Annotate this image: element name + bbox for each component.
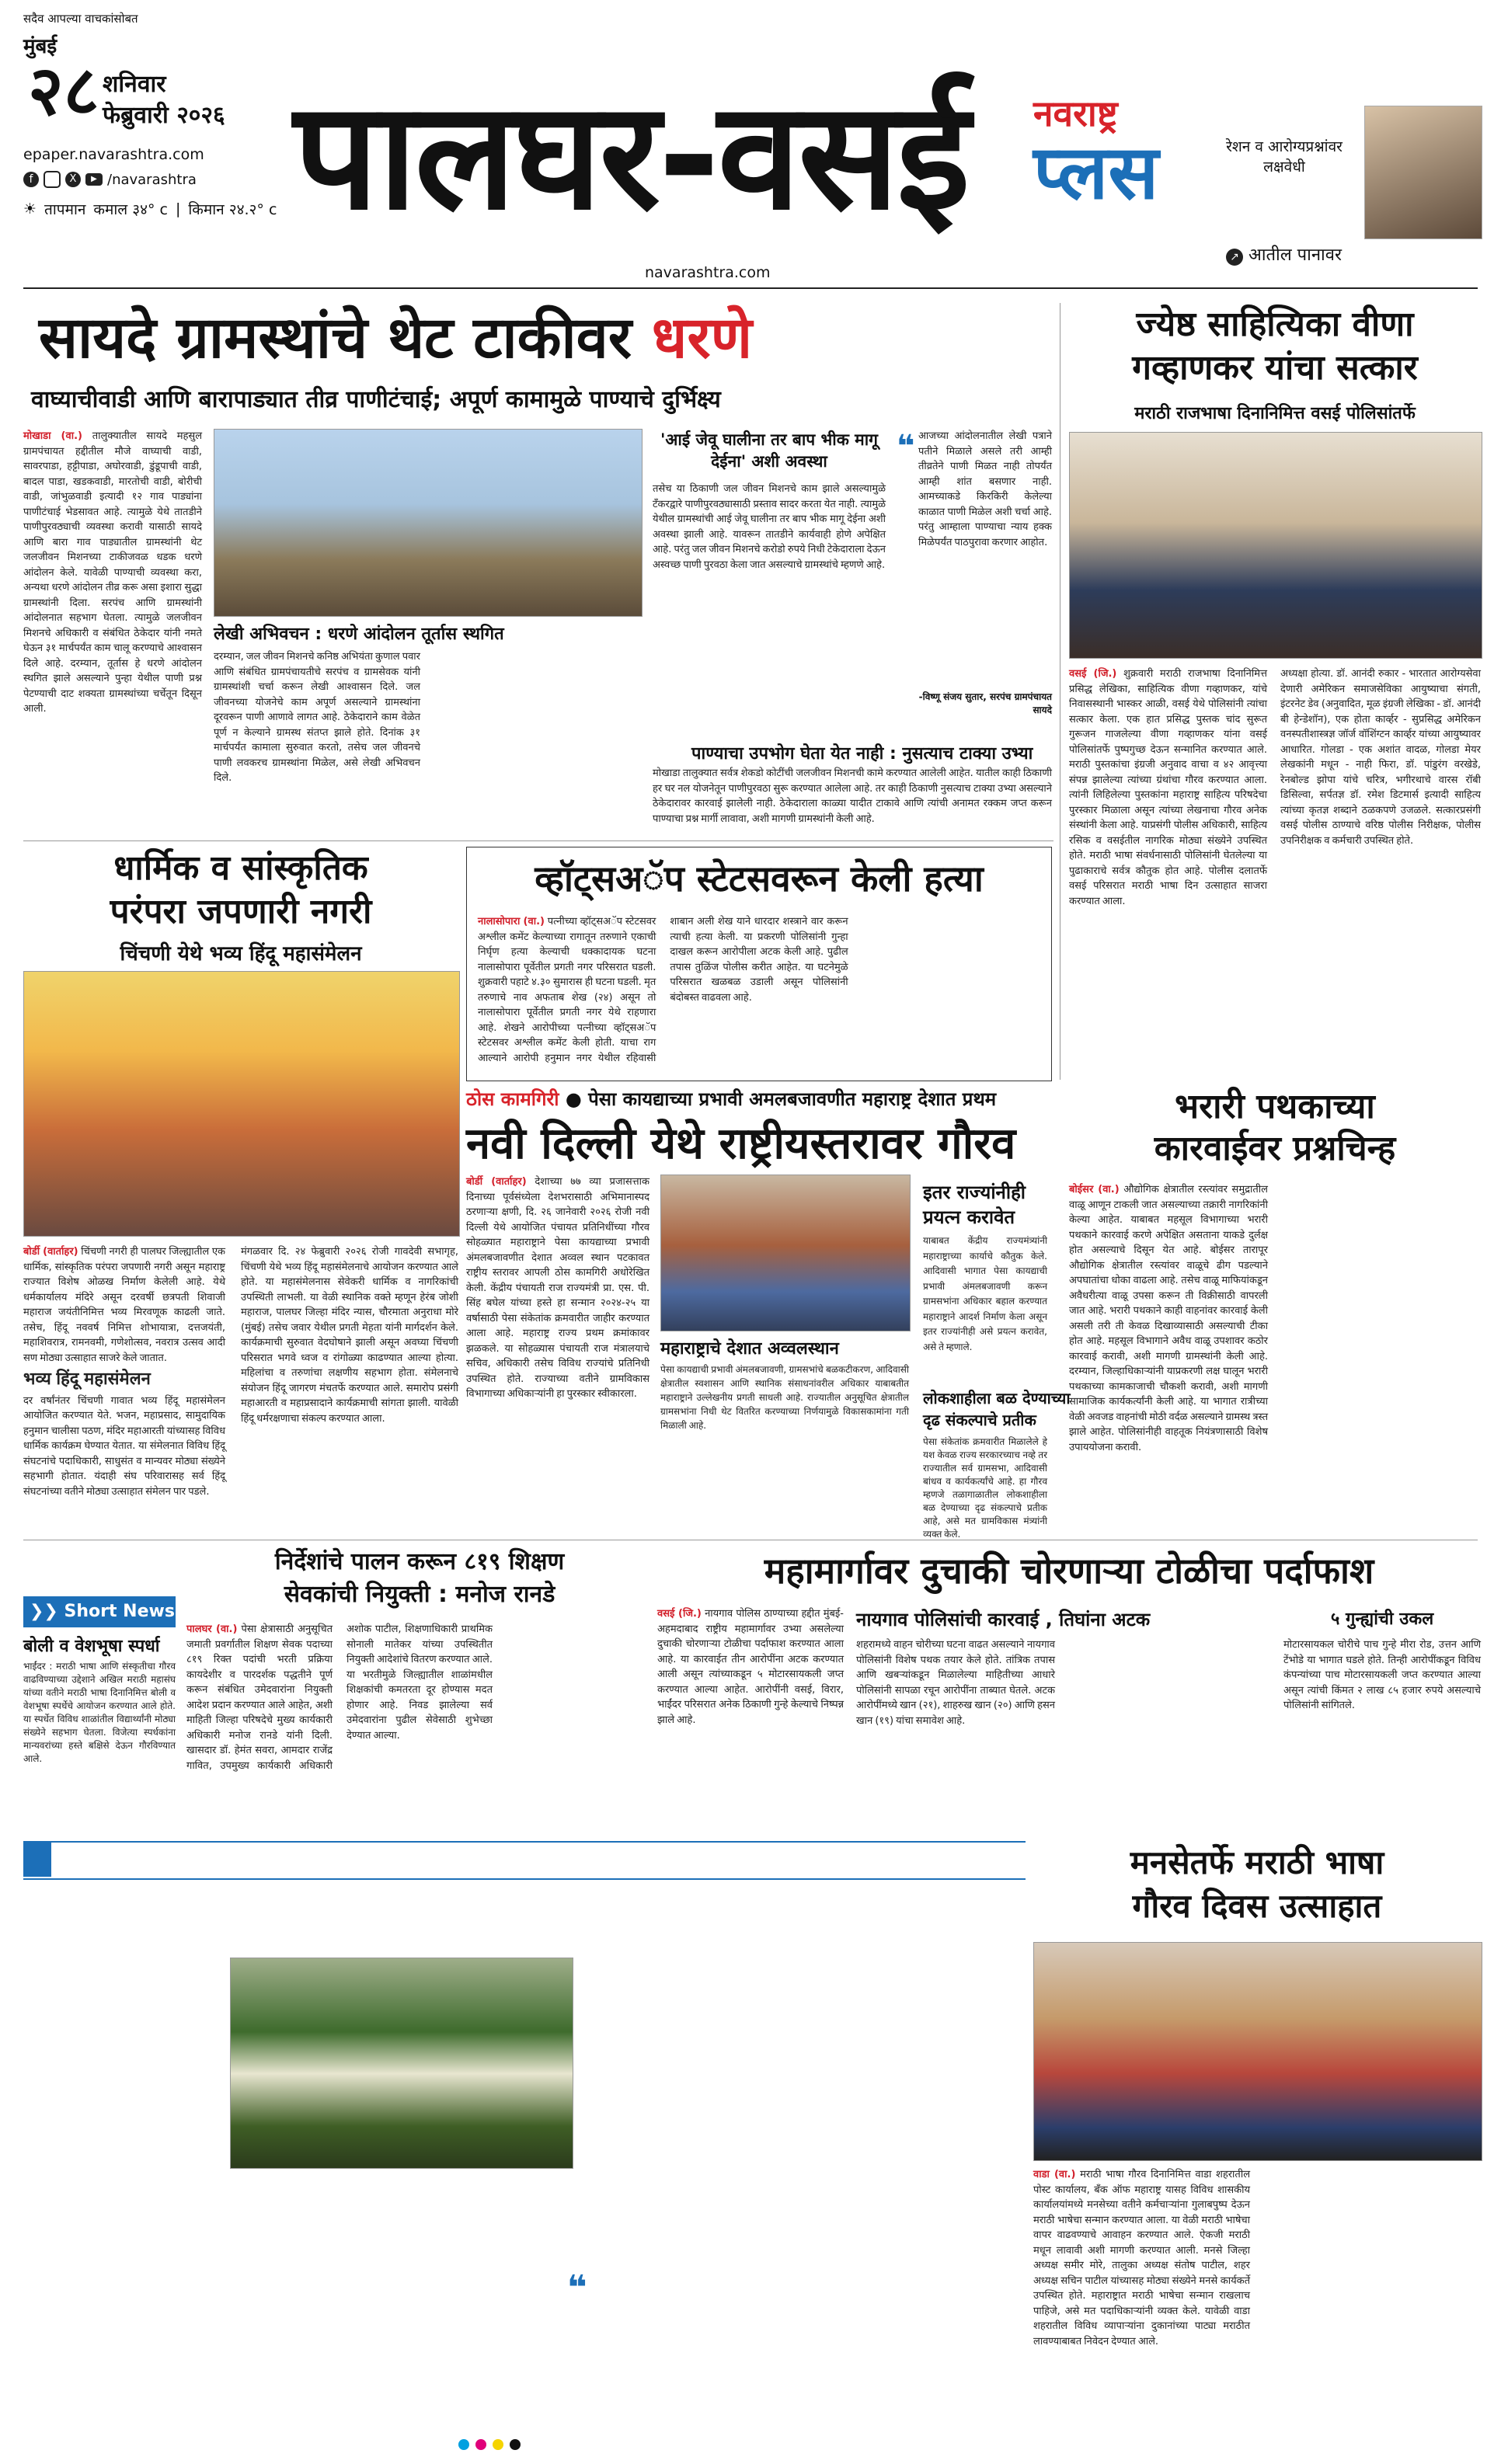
story-boisar	[1069, 1086, 1481, 1537]
body-col2: दरम्यान, जल जीवन मिशनचे कनिष्ठ अभियंता कुणाल पवार आणि संबंधित ग्रामपंचायतीचे सरपंच व ग्रामसेवक यांनी ग्रामस्थांशी चर्चा करून लेखी आश्वासन दिले. जल जीवनच्या योजनेचे काम अपूर्ण असल्याने ग्रामस्थांना दूरवरून पाणी आणावे लागत आहे. ठेकेदाराने काम वेळेत पूर्ण न केल्याने ग्रामस्थ संतप्त झाले होते. दिनांक ३१ मार्चपर्यंत कामाला सुरुवात करतो, तसेच जल जीवनचे पाणी लवकरच ग्रामस्थांना मिळेल, असे लेखी अभिवचन दिले.	[214, 651, 420, 784]
facebook-icon[interactable]: f	[23, 172, 39, 187]
city: मुंबई	[23, 35, 57, 58]
masthead	[0, 0, 1501, 287]
body: वसई (जि.) नायगाव पोलिस ठाण्याच्या हद्दीत मुंबई-अहमदाबाद राष्ट्रीय महामार्गावर उभ्या असलेल्या दुचाकी चोरणाऱ्या टोळीचा पर्दाफाश करण्यात आला आहे. या कारवाईत तीन आरोपींना अटक करण्यात आली असून त्यांच्याकडून ५ मोटारसायकली जप्त करण्यात आल्या आहेत. आरोपींनी वसई, विरार, भाईंदर परिसरात अनेक ठिकाणी गुन्हे केल्याचे निष्पन्न झाले आहे.	[657, 1608, 844, 1726]
paper-title: पालघर-वसई	[294, 70, 968, 243]
body-col1: मोखाडा (वा.) तालुक्यातील सायदे महसुल ग्रामपंचायत हद्दीतील मौजे वाघ्याची वाडी, सावरपाडा, हट्टीपाडा, अघोरवाडी, डुंडूपाची वाडी, बादल पाडा, खडकवाडी, मारतोची वाडी, बोरीची वाडी, जांभुळवाडी इत्यादी १२ गाव पाड्यांना पाणीटंचाई भेडसावत आहे. त्यामुळे येथे तातडीने पाणीपुरवठ्याची व्यवस्था करावी यासाठी सायदे आणि बारा गाव पाड्यातील ग्रामस्थांनी थेट जलजीवन मिशनच्या टाकीजवळ धडक धरणे आंदोलन केले. यावेळी पाण्याची व्यवस्था करा, अन्यथा धरणे आंदोलन तीव्र करू असा इशारा सुद्धा ग्रामस्थांनी दिला. सरपंच आणि ग्रामस्थांनी आंदोलनात सहभाग घेतला. त्यामुळे जलजीवन मिशनचे अधिकारी व संबंधित ठेकेदार यांनी नमते घेऊन ३१ मार्चपर्यंत काम चालू करण्याचे आश्वासन दिले आहे. दरम्यान, तूर्तास हे धरणे आंदोलन स्थगित झाले असल्याने पुन्हा येथील पाणी प्रश्न पेटण्याची दाट शक्यता ग्रामस्थांच्या चर्चेतून दिसून आली.	[23, 430, 203, 715]
subhead: मराठी राजभाषा दिनानिमित्त वसई पोलिसांतर्फे	[1134, 404, 1416, 423]
body-col1: बोर्डी (वार्ताहर) देशाच्या ७७ व्या प्रजासत्ताक दिनाच्या पूर्वसंध्येला देशभरासाठी अभिमानास्पद ठरणाऱ्या क्षणी, दि. २६ जानेवारी २०२६ रोजी नवी दिल्ली येथे आयोजित पंचायत प्रतिनिधींच्या गौरव सोहळ्यात महाराष्ट्राने पेसा कायद्याच्या प्रभावी अंमलबजावणीत देशात अव्वल स्थान पटकावत राष्ट्रीय स्तरावर आपली ठोस कामगिरी अधोरेखित केली. केंद्रीय पंचायती राज राज्यमंत्री प्रा. एस. पी. सिंह बघेल यांच्या हस्ते हा सन्मान २०२४-२५ या वर्षासाठी पेसा संकेतांक क्रमवारीत जाहीर करण्यात आला आहे. महाराष्ट्र राज्य प्रथम क्रमांकावर झळकले. या सोहळ्यास पंचायती राज मंत्रालयाचे सचिव, अधिकारी तसेच विविध राज्यांचे प्रतिनिधी उपस्थित होते. राज्याच्या वतीने ग्रामविकास विभागाच्या अधिकाऱ्यांनी हा पुरस्कार स्वीकारला.	[466, 1176, 650, 1400]
side-title-1: इतर राज्यांनीही	[923, 1182, 1026, 1203]
water-box-title: पाण्याचा उपभोग घेता येत नाही : नुसत्याच टाक्या उभ्या	[691, 744, 1033, 764]
youtube-icon[interactable]: ▶	[85, 173, 103, 186]
headline: महामार्गावर दुचाकी चोरणाऱ्या टोळीचा पर्दाफाश	[764, 1550, 1374, 1592]
promo-photo	[1364, 106, 1482, 239]
promo-text: रेशन व आरोग्यप्रश्नांवर लक्षवेधी	[1226, 138, 1343, 176]
side3-title-2: दृढ संकल्पाचे प्रतीक	[923, 1411, 1036, 1429]
col2-body	[586, 1981, 819, 2097]
sarpanch-quote: आजच्या आंदोलनातील लेखी पत्राने पतीने मिळाले असले तरी आम्ही तीव्रतेने पाणी मिळत नाही तोपर्यंत आम्ही शांत बसणार नाही. आमच्याकडे किरकिरी केलेल्या काळात पाणी मिळेल अशी चर्चा आहे. परंतु आम्हाला पाण्याचा न्याय हक्क मिळेपर्यंत पाठपुरावा करणार आहोत.	[918, 430, 1052, 548]
headline: नवी दिल्ली येथे राष्ट्रीयस्तरावर गौरव	[466, 1119, 1016, 1169]
instagram-icon[interactable]	[44, 171, 61, 188]
headline-highlight: धरणे	[651, 305, 753, 371]
headline-2: सेवकांची नियुक्ती : मनोज रानडे	[284, 1581, 555, 1608]
story-veena	[1069, 303, 1481, 1080]
brand-bottom: प्लस	[1033, 129, 1159, 216]
weather-icon: ☀	[23, 200, 37, 218]
temp-max: कमाल ३४° c	[93, 201, 168, 218]
weather-label: तापमान	[44, 201, 86, 218]
headline-2: परंपरा जपणारी नगरी	[110, 892, 372, 931]
divider	[23, 840, 1053, 841]
headline-2: कारवाईवर प्रश्नचिन्ह	[1154, 1129, 1396, 1168]
story-gaurav	[466, 1086, 1165, 1540]
story-kosbad	[23, 1841, 1026, 2431]
manse-photo	[1033, 1942, 1482, 2161]
headline-1: मनसेतर्फे मराठी भाषा	[1130, 1843, 1384, 1881]
side-title: नायगाव पोलिसांची कारवाई , तिघांना अटक	[856, 1609, 1151, 1630]
social-handle[interactable]: /navarashtra	[107, 171, 197, 188]
headline: सायदे ग्रामस्थांचे थेट टाकीवर	[39, 305, 632, 371]
short-news-label: ❯❯ Short News	[23, 1596, 176, 1627]
registration-marks	[458, 2439, 521, 2450]
side-body: याबाबत केंद्रीय राज्यमंत्र्यांनी महाराष्ट्राच्या कार्याचे कौतुक केले. आदिवासी भागात पेसा कायद्याची प्रभावी अंमलबजावणी करून ग्रामसभांना अधिकार बहाल करण्यात महाराष्ट्राने आदर्श निर्माण केला असून इतर राज्यांनीही असे प्रयत्न करावेत, असे ते म्हणाले.	[923, 1235, 1047, 1352]
body: नालासोपारा (वा.) पत्नीच्या व्हॉट्सअॅप स्टेटसवर अश्लील कमेंट केल्याच्या रागातून तरुणाने एकाची निर्घृण हत्या केल्याची धक्कादायक घटना नालासोपारा पूर्वेतील प्रगती नगर परिसरात घडली. शुक्रवारी पहाटे ४.३० सुमारास ही घटना घडली. मृत तरुणाचे नाव अफताब शेख (२४) असून तो नालासोपारा पूर्वेतील प्रगती नगर येथे राहणारा आहे. शेखने आरोपीच्या पत्नीच्या व्हॉट्सअॅप स्टेटसवर अश्लील कमेंट केली होती. याचा राग आल्याने आरोपी हनुमान नगर येथील रहिवासी शाबान अली शेख याने धारदार शस्त्राने वार करून त्याची हत्या केली. या प्रकरणी पोलिसांनी गुन्हा दाखल करून आरोपीला अटक केली आहे. पुढील तपास तुळिंज पोलीस करीत आहेत. या घटनेमुळे परिसरात खळबळ उडाली असून पोलिसांनी बंदोबस्त वाढवला आहे.	[478, 916, 848, 1064]
side2-title: महाराष्ट्राचे देशात अव्वलस्थान	[660, 1339, 839, 1359]
weather: ☀ तापमान कमाल ३४° c | किमान २४.२° c	[23, 200, 277, 218]
tag	[23, 1841, 51, 1877]
protest-photo	[214, 429, 643, 617]
slogan: सदैव आपल्या वाचकांसोबत	[23, 12, 138, 26]
quote-icon: ❝	[567, 2268, 587, 2308]
headline-1: ज्येष्ठ साहित्यिका वीणा	[1136, 305, 1414, 344]
flower-field-photo	[230, 1958, 573, 2169]
temp-min: किमान २४.२° c	[188, 201, 277, 218]
body-col3: तसेच या ठिकाणी जल जीवन मिशनचे काम झाले असल्यामुळे टँकरद्वारे पाणीपुरवठ्यासाठी प्रस्ताव सादर करता येत नाही. त्यामुळे येथील ग्रामस्थांची आई जेवू घालीना तर बाप भीक मागू देईना अशी अवस्था झाली आहे. यावरून तातडीने कार्यवाही होणे अपेक्षित आहे. परंतु जल जीवन मिशनचे करोडो रुपये निधी टेकेदाराला देऊन अस्वच्छ पाणी पुरवठा केला जात असल्याचे ग्रामस्थांचे म्हणणे आहे.	[653, 483, 886, 571]
col3-body	[831, 1984, 1026, 2256]
headline-2: गव्हाणकर यांचा सत्कार	[1132, 348, 1418, 388]
masthead-divider	[23, 287, 1478, 289]
quote	[598, 2267, 1026, 2332]
body-col1: वसई (जि.) शुक्रवारी मराठी राजभाषा दिनानिमित्त प्रसिद्ध लेखिका, साहित्यिक वीणा गव्हाणकर, यांचे निवासस्थानी भास्कर आळी, वसई येथे पोलिसांनी त्यांचा सत्कार केला. एक हात प्रसिद्ध पुस्तक चांद सुरूत गुरूजन गाजलेल्या वीणा गव्हाणकर यांना वसई पोलिसांतर्फे पुष्पगुच्छ देऊन सन्मानित करण्यात आले. मराठी पुस्तकांचा इंग्रजी अनुवाद वाचा व ४२ आवृत्त्या संपन्न झालेल्या त्यांच्या ग्रंथांचा गौरव करण्यात आला. त्यांनी लिहिलेल्या पुस्तकांना महाराष्ट्र साहित्य परिषदेचा पुरस्कार मिळाला असून त्यांच्या लेखनाचा गौरव अनेक संस्थांनी केला आहे. याप्रसंगी पोलीस अधिकारी, साहित्य रसिक व वसईतील नागरिक मोठ्या संख्येने उपस्थित होते. मराठी भाषा संवर्धनासाठी पोलिसांनी घेतलेल्या या पुढाकाराचे सर्वत्र कौतुक होत आहे. पोलीस दलातर्फे वसई परिसरात मराठी भाषा दिन उत्साहात साजरा करण्यात आला.	[1069, 668, 1268, 907]
headline-1: धार्मिक व सांस्कृतिक	[113, 848, 368, 888]
subhead: चिंचणी येथे भव्य हिंदू महासंमेलन	[120, 942, 362, 966]
epaper-link[interactable]: epaper.navarashtra.com	[23, 146, 204, 163]
date-day: २८	[28, 50, 99, 131]
headline-2: गौरव दिवस उत्साहात	[1132, 1887, 1382, 1925]
month-year: फेब्रुवारी २०२६	[103, 102, 225, 129]
subhead: वाघ्याचीवाडी आणि बारापाड्यात तीव्र पाणीटंचाई; अपूर्ण कामामुळे पाण्याचे दुर्भिक्ष्य	[31, 386, 721, 413]
award-photo	[660, 1175, 911, 1331]
headline-1: भरारी पथकाच्या	[1175, 1087, 1375, 1126]
body: पालघर (वा.) पेसा क्षेत्रासाठी अनुसूचित जमाती प्रवर्गातील शिक्षण सेवक पदाच्या ८१९ रिक्त पदांची भरती प्रक्रिया कायदेशीर व पारदर्शक पद्धतीने पूर्ण करून संबंधित उमेदवारांना नियुक्ती आदेश प्रदान करण्यात आले आहेत, अशी माहिती जिल्हा परिषदेचे मुख्य कार्यकारी अधिकारी मनोज रानडे यांनी दिली. खासदार डॉ. हेमंत सवरा, आमदार राजेंद्र गावित, उपमुख्य कार्यकारी अधिकारी अशोक पाटील, शिक्षणाधिकारी प्राथमिक सोनाली मातेकर यांच्या उपस्थितीत नियुक्ती आदेशांचे वितरण करण्यात आले. या भरतीमुळे जिल्ह्यातील शाळांमधील शिक्षकांची कमतरता दूर होण्यास मदत होणार आहे. निवड झालेल्या सर्व उमेदवारांना पुढील सेवेसाठी शुभेच्छा देण्यात आल्या.	[186, 1624, 493, 1772]
water-box-body: मोखाडा तालुक्यात सर्वत्र शेकडो कोटींची जलजीवन मिशनची कामे करण्यात आलेली आहेत. यातील काही ठिकाणी हर घर नल योजनेतून पाणीपुरवठा सुरू करण्यात आलेला आहे. तर काही ठिकाणी नुसत्याच टाक्या उभ्या असल्याने ठेकेदारावर कारवाई झालेली नाही. ठेकेदाराला काळ्या यादीत टाकावे आणि त्यांची अनामत रक्कम जप्त करून पाण्याचा प्रश्न मार्गी लावावा, अशी मागणी ग्रामस्थांनी केली आहे.	[653, 767, 1052, 825]
chevron-icon: ❯❯	[30, 1602, 64, 1621]
story-sayade	[23, 295, 1053, 839]
tag-bar	[23, 1841, 1026, 1880]
short-news-body: भाईंदर : मराठी भाषा आणि संस्कृतीचा गौरव वाढविण्याच्या उद्देशाने अखिल मराठी महासंघ यांच्या वतीने मराठी भाषा दिनानिमित्त बोली व वेशभूषा स्पर्धेचे आयोजन करण्यात आले होते. या स्पर्धेत विविध शाळांतील विद्यार्थ्यांनी मोठ्या संख्येने सहभाग घेतला. विजेत्या स्पर्धकांना मान्यवरांच्या हस्ते बक्षिसे देऊन गौरविण्यात आले.	[23, 1661, 176, 1764]
kicker-text: पेसा कायद्याच्या प्रभावी अमलबजावणीत महाराष्ट्र देशात प्रथम	[588, 1088, 997, 1110]
side-title-2: प्रयत्न करावेत	[923, 1206, 1015, 1228]
kicker-row: ठोस कामगिरी ● पेसा कायद्याच्या प्रभावी अमलबजावणीत महाराष्ट्र देशात प्रथम	[466, 1088, 997, 1110]
photo-caption: लेखी अभिवचन : धरणे आंदोलन तूर्तास स्थगित	[214, 625, 504, 644]
quote-icon: ❝	[897, 429, 915, 465]
photo-note	[230, 2198, 572, 2292]
social-icons[interactable]	[23, 171, 197, 188]
x-icon[interactable]: X	[65, 172, 81, 187]
arrow-icon: ↗	[1226, 249, 1243, 266]
headline: व्हॉट्सअॅप स्टेटसवरून केली हत्या	[535, 858, 984, 900]
story-chori	[657, 1546, 1481, 1810]
side3-title-1: लोकशाहीला बळ देण्याच्या	[923, 1389, 1071, 1408]
story-chinchani	[23, 847, 458, 1530]
sarpanch-box	[897, 429, 1052, 740]
body: बोईसर (वा.) औद्योगिक क्षेत्रातील रस्त्यांवर समुद्रातील वाळू आणून टाकली जात असल्याच्या तक्रारी नागरिकांनी केल्या आहेत. याबाबत महसूल विभागाच्या भरारी पथकाने कारवाई करणे अपेक्षित असताना याकडे दुर्लक्ष होत असल्याचे दिसून येत आहे. बोईसर तारापूर औद्योगिक क्षेत्रातील रस्त्यांवर वाळूचे ढीग पडल्याने अपघातांचा धोका वाढला आहे. तसेच वाळू माफियांकडून अवैधरीत्या वाळू उपसा करून ती विक्रीसाठी वापरली जात आहे. भरारी पथकाने काही वाहनांवर कारवाई केली असली तरी ती केवळ दिखाव्यासाठी असल्याची टीका होत आहे. महसूल विभागाने अवैध वाळू उपशावर कठोर कारवाई करावी, अशी मागणी ग्रामस्थांनी केली आहे. दरम्यान, जिल्हाधिकाऱ्यांनी याप्रकरणी लक्ष घालून भरारी पथकाच्या कामकाजाची चौकशी करावी, अशी मागणी सामाजिक कार्यकर्त्यांनी केली आहे. या भागात रात्रीच्या वेळी अवजड वाहनांची मोठी वर्दळ असल्याने ग्रामस्थ त्रस्त झाले आहेत. पोलिसांनीही वाहतूक नियंत्रणासाठी विशेष उपाययोजना करावी.	[1069, 1184, 1268, 1453]
story-whatsapp	[466, 847, 1052, 1081]
pull-quote: 'आई जेवू घालीना तर बाप भीक मागू देईना' अशी अवस्था	[660, 430, 878, 471]
felicitation-photo	[1069, 432, 1482, 659]
headline-1: निर्देशांचे पालन करून ८१९ शिक्षण	[274, 1548, 565, 1575]
subhead-2: भव्य हिंदू महासंमेलन	[23, 1369, 151, 1389]
body: वाडा (वा.) मराठी भाषा गौरव दिनानिमित्त वाडा शहरातील पोस्ट कार्यालय, बँक ऑफ महाराष्ट्र यासह विविध शासकीय कार्यालयांमध्ये मनसेच्या वतीने कर्मचाऱ्यांना गुलाबपुष्प देऊन मराठी भाषेचा सन्मान करण्यात आला. या वेळी मराठी भाषेचा वापर वाढवण्याचे आवाहन करण्यात आले. ऐकजी मराठी मधून लावावी अशी मागणी करण्यात आली. मनसे जिल्हा अध्यक्ष समीर मोरे, तालुका अध्यक्ष संतोष पाटील, शहर अध्यक्ष सचिन पाटील यांच्यासह मोठ्या संख्येने मनसे कार्यकर्ते उपस्थित होते. महाराष्ट्रात मराठी भाषेचा सन्मान राखलाच पाहिजे, असे मत पदाधिकाऱ्यांनी व्यक्त केले. यावेळी वाडा शहरातील विविध व्यापाऱ्यांना दुकानांच्या पाट्या मराठीत लावण्याबाबत निवेदन देण्यात आले.	[1033, 2169, 1251, 2347]
body-col1: बोर्डी (वार्ताहर) चिंचणी नगरी ही पालघर जिल्ह्यातील एक धार्मिक, सांस्कृतिक परंपरा जपणारी नगरी असून महाराष्ट्र राज्यात विशेष ओळख निर्माण केलेली आहे. येथे धर्मकार्यालय मंदिरे असून दरवर्षी छत्रपती शिवाजी महाराज जयंतीनिमित्त भव्य मिरवणूक काढली जाते. तसेच, हिंदू नववर्ष निमित्त शोभायात्रा, दत्तजयंती, महाशिवरात्र, रामनवमी, गणेशोत्सव, नवरात्र उत्सव आदी सण मोठ्या उत्साहात साजरे केले जातात. भव्य हिंदू महासंमेलन दर वर्षांनंतर चिंचणी गावात भव्य हिंदू महासंमेलन आयोजित करण्यात येते. भजन, महाप्रसाद, सामुदायिक हनुमान चालीसा पठण, मंदिर महाआरती यांच्यासह विविध धार्मिक कार्यक्रम घेण्यात येतात. या संमेलनात विविध हिंदू संघटनांचे पदाधिकारी, साधुसंत व मान्यवर मोठ्या संख्येने सहभागी होतात. यंदाही संघ परिवारासह सर्व हिंदू संघटनांच्या वतीने मोठ्या उत्साहात संमेलन पार पडले.	[23, 1246, 225, 1498]
side2-body: पेसा कायद्याची प्रभावी अंमलबजावणी, ग्रामसभांचे बळकटीकरण, आदिवासी क्षेत्रातील स्वशासन आणि स्थानिक संसाधनांवरील अधिकार याबाबतीत महाराष्ट्राने उल्लेखनीय प्रगती साधली आहे. राज्यातील अनुसूचित क्षेत्रातील ग्रामसभांना निधी थेट वितरित करण्याच्या निर्णयामुळे विकासकामांना गती मिळाली आहे.	[660, 1364, 909, 1431]
brand-top: नवराष्ट्र	[1033, 92, 1118, 134]
story-manse	[1033, 1841, 1481, 2431]
promo-author: ↗ आतील पानावर	[1226, 242, 1342, 266]
weekday: शनिवार	[103, 71, 166, 98]
body-col2: अध्यक्षा होत्या. डॉ. आनंदी रुकार - भारतात आरोग्यसेवा देणारी अमेरिकन समाजसेविका आयुष्याचा संगती, इंटरनेट डेव (अनुवादित, मूळ इंग्रजी लेखिका - डॉ. आनंदी बी हेन्डेशॉन), एक होता कार्व्हर - सुप्रसिद्ध अमेरिकन वनस्पतीशास्त्रज्ञ जॉर्ज वॉशिंग्टन कार्व्हर यांच्या आयुष्यावर आधारित. गोलडा - एक अशांत वादळ, गोलडा मेयर लेखकांनी मधून - नाही फिरा, डॉ. पांडुरंग वरखेडे, रेनबोल्ड झोपा यांचे चरित्र, भगीरथाचे वारस रॉबी डिसिल्वा, सर्पतज्ञ डॉ. रमेश डिटमार्स इत्यादी साहित्य त्यांच्या कृतज्ञ शब्दाने ठळकपणे उजळले. सत्कारप्रसंगी वसई पोलीस ठाण्याचे वरिष्ठ पोलीस निरीक्षक, पोलीस उपनिरीक्षक व कर्मचारी उपस्थित होते.	[1280, 668, 1481, 847]
website[interactable]: navarashtra.com	[645, 264, 771, 281]
sarpanch-sign: -विष्णू संजय सुतार, सरपंच ग्रामपंचायत सायदे	[918, 691, 1052, 715]
side2-body: मोटारसायकल चोरीचे पाच गुन्हे मीरा रोड, उत्तन आणि टेंभोडे या भागात घडले होते. तिन्ही आरोपींकडून विविध कंपन्यांच्या पाच मोटारसायकली जप्त करण्यात आल्या असून त्यांची किंमत २ लाख ८५ हजार रुपये असल्याचे पोलिसांनी सांगितले.	[1283, 1639, 1481, 1711]
side2-title: ५ गुन्ह्यांची उकल	[1330, 1610, 1434, 1629]
brand-logo	[1033, 92, 1220, 216]
side-body: शहरामध्ये वाहन चोरीच्या घटना वाढत असल्याने नायगाव पोलिसांनी विशेष पथक तयार केले होते. तांत्रिक तपास आणि खबऱ्यांकडून मिळालेल्या माहितीच्या आधारे पोलिसांनी सापळा रचून आरोपींना ताब्यात घेतले. अटक आरोपींमध्ये खान (२१), शाहरुख खान (२०) आणि हसन खान (१९) यांचा समावेश आहे.	[856, 1639, 1055, 1727]
body	[23, 1958, 218, 2424]
story-shikshak	[186, 1546, 653, 1841]
sammelan-photo	[23, 971, 460, 1237]
kicker: ठोस कामगिरी	[466, 1088, 559, 1110]
side3-body: पेसा संकेतांक क्रमवारीत मिळालेले हे यश केवळ राज्य सरकारच्याच नव्हे तर राज्यातील सर्व ग्रामसभा, आदिवासी बांधव व कार्यकर्त्यांचे आहे. हा गौरव म्हणजे तळागाळातील लोकशाहीला बळ देण्याच्या दृढ संकल्पाचे प्रतीक आहे, असे मत ग्रामविकास मंत्र्यांनी व्यक्त केले.	[923, 1436, 1047, 1540]
col2-body-b	[586, 2128, 819, 2229]
body-col2: मंगळवार दि. २४ फेब्रुवारी २०२६ रोजी गावदेवी सभागृह, चिंचणी येथे भव्य हिंदू महासंमेलनाचे आयोजन करण्यात आले होते. या महासंमेलनास सेवेकरी धार्मिक व नागरिकांची उपस्थिती लाभली. या वेळी स्थानिक वक्ते म्हणून हेरंब जोशी महाराज, पालघर जिल्हा मंदिर न्यास, चौरमाता अनुराधा मोरे (मुंबई) तसेच जवार येथील प्रगती मेहता यांनी मार्गदर्शन केले. कार्यक्रमाची सुरुवात वेदघोषाने झाली असून अवघ्या चिंचणी परिसरात भगवे ध्वज व रांगोळ्या काढण्यात आल्या होत्या. महिलांचा व तरुणांचा लक्षणीय सहभाग होता. संमेलनाचे संयोजन हिंदू जागरण मंचतर्फे करण्यात आले. समारोप प्रसंगी महाआरती व महाप्रसादाने कार्यक्रमाची सांगता झाली. यावेळी हिंदू धर्मरक्षणाचा संकल्प करण्यात आला.	[241, 1246, 458, 1425]
short-news-headline: बोली व वेशभूषा स्पर्धा	[23, 1637, 160, 1656]
promo-box[interactable]	[1226, 106, 1482, 277]
short-news	[23, 1596, 176, 1822]
